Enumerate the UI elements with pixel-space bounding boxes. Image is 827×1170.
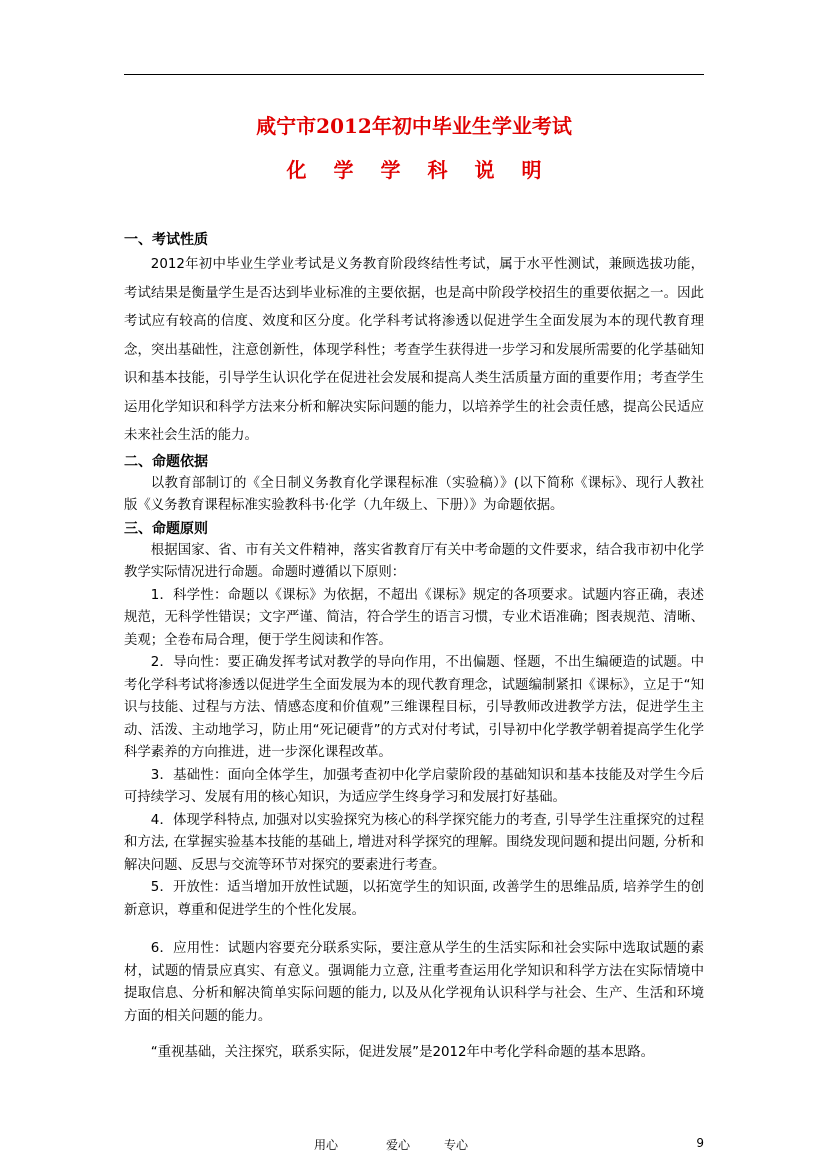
paragraph-basis: 以教育部制订的《全日制义务教育化学课程标准（实验稿）》(以下简称《课标》、现行人教社版《义务教育课程标准实验教科书·化学（九年级上、下册）》为命题依据。	[124, 475, 704, 513]
principle-item: 6．应用性：试题内容要充分联系实际，要注意从学生的生活实际和社会实际中选取试题的素材，试题的情景应真实、有意义。强调能力立意, 注重考查运用化学知识和科学方法在实际情境中提取信息、分析和解决简单实际问题的能力, 以及从化学视角认识科学与社会、生产、生活和环境方面的相关问题的能力。	[124, 941, 704, 1024]
principle-item: 2．导向性：要正确发挥考试对教学的导向作用，不出偏题、怪题，不出生编硬造的试题。中考化学科考试将渗透以促进学生全面发展为本的现代教育理念，试题编制紧扣《课标》，立足于“知识与技能、过程与方法、情感态度和价值观”三维课程目标，引导教师改进教学方法，促进学生主动、活泼、主动地学习，防止用“死记硬背”的方式对付考试，引导初中化学教学朝着提高学生化学科学素养的方向推进，进一步深化课程改革。	[124, 655, 704, 760]
document-title: 咸宁市2012年初中毕业生学业考试	[256, 114, 572, 138]
footer-word: 专心	[444, 1138, 469, 1152]
paragraph-principles-intro: 根据国家、省、市有关文件精神，落实省教育厅有关中考命题的文件要求，结合我市初中化学教学实际情况进行命题。命题时遵循以下原则：	[124, 542, 704, 580]
document-body	[124, 229, 704, 1065]
section-heading-basis: 二、命题依据	[124, 453, 208, 470]
closing-statement: “重视基础，关注探究，联系实际，促进发展”是2012年中考化学科命题的基本思路。	[150, 1045, 655, 1060]
principle-item: 5．开放性：适当增加开放性试题，以拓宽学生的知识面, 改善学生的思维品质, 培养学生的创新意识，尊重和促进学生的个性化发展。	[124, 880, 704, 918]
principle-item: 1．科学性：命题以《课标》为依据，不超出《课标》规定的各项要求。试题内容正确，表述规范，无科学性错误；文字严谨、简洁，符合学生的语言习惯，专业术语准确；图表规范、清晰、美观；全卷布局合理，便于学生阅读和作答。	[124, 587, 704, 648]
page-number: 9	[696, 1136, 704, 1150]
principle-item: 4．体现学科特点, 加强对以实验探究为核心的科学探究能力的考查, 引导学生注重探究的过程和方法, 在掌握实验基本技能的基础上, 增进对科学探究的理解。围绕发现问题和提出问题, 分析和解决问题、反思与交流等环节对探究的要素进行考查。	[124, 812, 704, 873]
section-heading-principles: 三、命题原则	[124, 520, 208, 537]
page-footer	[124, 1136, 704, 1156]
footer-word: 爱心	[386, 1138, 411, 1152]
document-subtitle: 化学学科说明	[286, 158, 569, 182]
principle-item: 3．基础性：面向全体学生，加强考查初中化学启蒙阶段的基础知识和基本技能及对学生今后可持续学习、发展有用的核心知识，为适应学生终身学习和发展打好基础。	[124, 767, 704, 805]
paragraph-nature: 2012年初中毕业生学业考试是义务教育阶段终结性考试，属于水平性测试，兼顾选拔功能，考试结果是衡量学生是否达到毕业标准的主要依据，也是高中阶段学校招生的重要依据之一。因此考试应有较高的信度、效度和区分度。化学科考试将渗透以促进学生全面发展为本的现代教育理念，突出基础性，注意创新性，体现学科性；考查学生获得进一步学习和发展所需要的化学基础知识和基本技能，引导学生认识化学在促进社会发展和提高人类生活质量方面的重要作用；考查学生运用化学知识和科学方法来分析和解决实际问题的能力，以培养学生的社会责任感，提高公民适应未来社会生活的能力。	[124, 257, 704, 443]
section-heading-nature: 一、考试性质	[124, 232, 208, 248]
spacer	[124, 922, 704, 938]
footer-word: 用心	[314, 1138, 339, 1152]
header-rule	[124, 74, 704, 75]
spacer	[124, 1028, 704, 1042]
